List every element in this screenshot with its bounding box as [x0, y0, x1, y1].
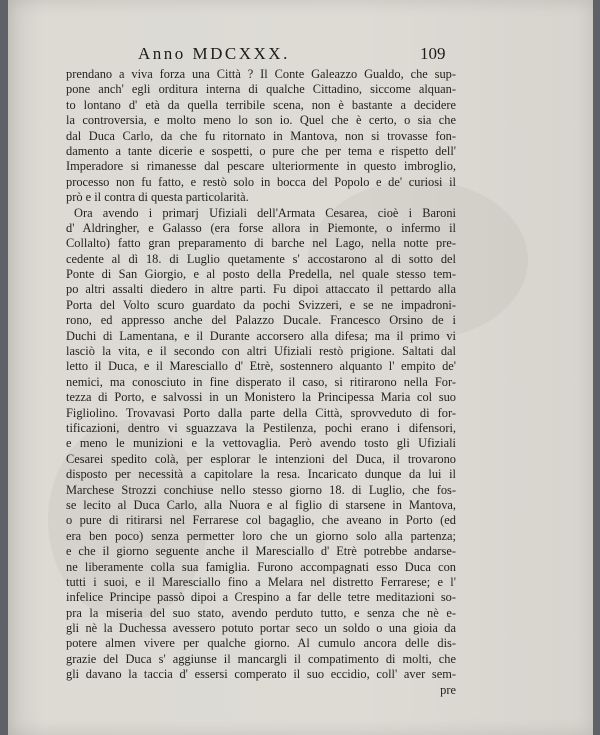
text-line: po altri assalti diedero in altre parti. Fu dipoi attaccato il pettardo alla	[66, 282, 456, 297]
text-line: prendano a viva forza una Città ? Il Conte Galeazzo Gualdo, che sup-	[66, 67, 456, 81]
text-line: tutti i suoi, e il Maresciallo fino a Melara nel distretto Ferrarese; e l'	[66, 574, 456, 589]
text-line: gli nè la Duchessa avessero potuto portar seco un soldo o una gioia da	[66, 621, 456, 636]
text-line: damento a tante dicerie e sospetti, o pure che per tema e rispetto dell'	[66, 143, 456, 158]
text-line: Porta del Volto scuro guardato da pochi Svizzeri, e se ne impadroni-	[66, 297, 456, 312]
text-line: to lontano d' età da quella terribile scena, non è bastante a decidere	[66, 97, 456, 112]
text-line: rono, ed appresso anche del Palazzo Ducale. Francesco Orsino de i	[66, 313, 456, 328]
text-line: e che il giorno seguente anche il Maresciallo d' Etrè potrebbe andarse-	[66, 544, 456, 559]
text-line: tezza di Porto, e salvossi in un Monistero la Principessa Maria col suo	[66, 390, 456, 405]
text-line: gli davano la taccia d' essersi comperato il suo eccidio, coll' aver sem-	[66, 667, 456, 682]
text-line: cedente al dì 18. di Luglio quetamente s' accostarono al di sotto del	[66, 251, 456, 266]
text-line: Marchese Strozzi conchiuse nello stesso giorno 18. di Luglio, che fos-	[66, 482, 456, 497]
book-page	[8, 0, 593, 735]
page-number: 109	[420, 44, 446, 63]
text-line: se lecito al Duca Carlo, alla Nuora e al figlio di starsene in Mantova,	[66, 497, 456, 512]
text-line: era ben poco) senza permetter loro che un giorno solo alla partenza;	[66, 528, 456, 543]
text-line: dal Duca Carlo, da che fu ritornato in Mantova, non si trovasse fon-	[66, 128, 456, 143]
running-head: Anno MDCXXX.	[138, 44, 290, 63]
text-line: infelice Principe passò dipoi a Crespino a far delle tetre meditazioni so-	[66, 590, 456, 605]
text-line: tificazioni, dentro vi sguazzava la Pestilenza, pochi erano i difensori,	[66, 420, 456, 435]
text-line: disposto per necessità a capitolare la resa. Incaricato dunque da lui il	[66, 467, 456, 482]
text-line: ne liberamente colla sua famiglia. Furono accompagnati esso Duca con	[66, 559, 456, 574]
text-line: Cesarei spedito colà, per esplorar le intenzioni del Duca, il trovarono	[66, 451, 456, 466]
text-line: Ora avendo i primarj Ufiziali dell'Armata Cesarea, cioè i Baroni	[74, 205, 456, 220]
text-line: pre	[440, 682, 456, 697]
text-line: pra la miseria del suo stato, avendo perduto tutto, e senza che nè e-	[66, 605, 456, 620]
body-text	[66, 67, 456, 698]
text-line: Figliolino. Trovavasi Porto dalla parte della Città, sprovveduto di for-	[66, 405, 456, 420]
text-line: letto il Duca, e il Maresciallo d' Etrè, sostennero alquanto l' empito de'	[66, 359, 456, 374]
text-line: pone anch' egli orditura interna di qualche Cittadino, siccome alquan-	[66, 82, 456, 97]
text-line: Collalto) fatto gran preparamento di barche nel Lago, nella notte pre-	[66, 236, 456, 251]
text-line: Ponte di San Giorgio, e al posto della Predella, nel quale stesso tem-	[66, 267, 456, 282]
text-line: potere almen vivere per qualche giorno. Al cumulo ancora delle dis-	[66, 636, 456, 651]
text-line: la controversia, e molto meno lo son io. Quel che è certo, o sia che	[66, 113, 456, 128]
text-line: o pure di ritirarsi nel Ferrarese col bagaglio, che aveano in Porto (ed	[66, 513, 456, 528]
text-line: e meno le munizioni e la vettovaglia. Però avendo tosto gli Ufiziali	[66, 436, 456, 451]
text-line: d' Aldringher, e Galasso (era forse allora in Piemonte, o infermo il	[66, 220, 456, 235]
text-line: prò e il contra di questa particolarità.	[66, 190, 249, 205]
text-line: processo non fu fatto, e restò solo in bocca del Popolo e de' curiosi il	[66, 174, 456, 189]
text-line: grazie del Duca s' aggiunse il mancargli il compatimento di molti, che	[66, 651, 456, 666]
text-line: Imperadore si rimanesse dal pescare ulteriormente in questo imbroglio,	[66, 159, 456, 174]
text-line: nemici, ma conosciuto in fine disperato il caso, si ritirarono nella For-	[66, 374, 456, 389]
text-line: lasciò la vita, e il secondo con altri Ufiziali restò prigione. Saltati dal	[66, 344, 456, 359]
text-line: Duchi di Lamentana, e il Durante accorsero alla difesa; ma il primo vi	[66, 328, 456, 343]
